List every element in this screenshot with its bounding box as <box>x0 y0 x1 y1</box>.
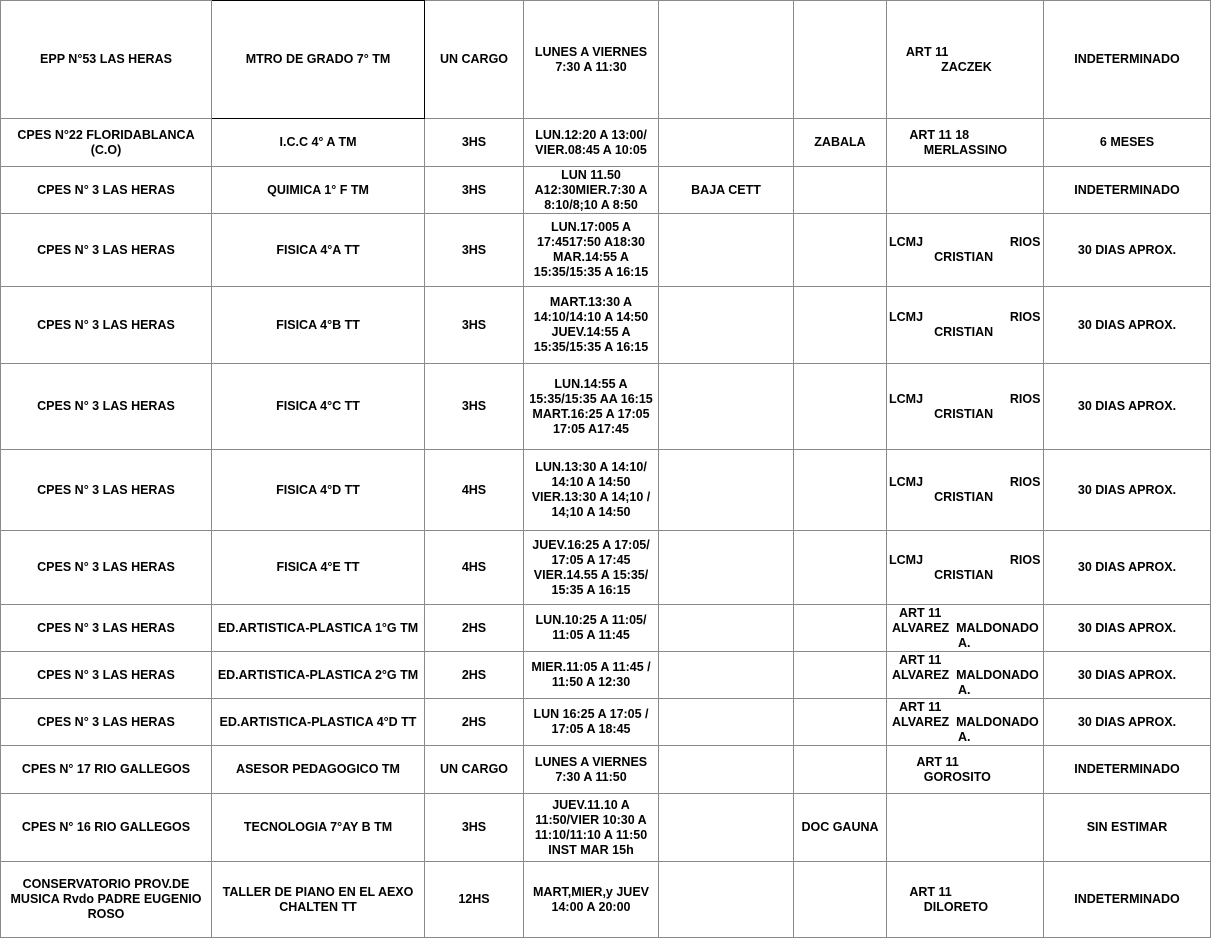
replacement-cell <box>794 287 887 364</box>
school-cell: CPES N°22 FLORIDABLANCA (C.O) <box>1 119 212 167</box>
replacement-cell <box>794 862 887 938</box>
status-cell <box>659 119 794 167</box>
duration-cell: 30 DIAS APROX. <box>1044 214 1211 287</box>
subject-cell: I.C.C 4° A TM <box>212 119 425 167</box>
school-cell: CPES N° 3 LAS HERAS <box>1 605 212 652</box>
hours-cell: 12HS <box>425 862 524 938</box>
duration-cell: 30 DIAS APROX. <box>1044 652 1211 699</box>
subject-cell: FISICA 4°E TT <box>212 531 425 605</box>
hours-cell: 3HS <box>425 364 524 450</box>
table-row <box>1 699 1211 746</box>
hours-cell: 3HS <box>425 794 524 862</box>
hours-cell: UN CARGO <box>425 1 524 119</box>
hours-cell: 3HS <box>425 119 524 167</box>
schedule-cell: JUEV.11.10 A 11:50/VIER 10:30 A 11:10/11:10 A 11:50 INST MAR 15h <box>524 794 659 862</box>
subject-cell: FISICA 4°A TT <box>212 214 425 287</box>
table-row <box>1 167 1211 214</box>
subject-cell: QUIMICA 1° F TM <box>212 167 425 214</box>
status-cell <box>659 699 794 746</box>
hours-cell: 4HS <box>425 531 524 605</box>
table-row <box>1 287 1211 364</box>
table-row <box>1 119 1211 167</box>
replacement-cell <box>794 364 887 450</box>
subject-cell: MTRO DE GRADO 7° TM <box>212 1 425 119</box>
school-cell: CPES N° 3 LAS HERAS <box>1 699 212 746</box>
status-cell <box>659 531 794 605</box>
school-cell: CPES N° 3 LAS HERAS <box>1 167 212 214</box>
replacement-cell: ZABALA <box>794 119 887 167</box>
duration-cell: 30 DIAS APROX. <box>1044 450 1211 531</box>
duration-cell: INDETERMINADO <box>1044 1 1211 119</box>
status-cell: BAJA CETT <box>659 167 794 214</box>
replacement-cell <box>794 652 887 699</box>
table-row <box>1 862 1211 938</box>
duration-cell: 30 DIAS APROX. <box>1044 605 1211 652</box>
table-row <box>1 214 1211 287</box>
license-cell <box>887 794 1044 862</box>
subject-cell: FISICA 4°C TT <box>212 364 425 450</box>
status-cell <box>659 862 794 938</box>
school-cell: CPES N° 17 RIO GALLEGOS <box>1 746 212 794</box>
table-row <box>1 794 1211 862</box>
hours-cell: 3HS <box>425 167 524 214</box>
replacement-cell: DOC GAUNA <box>794 794 887 862</box>
status-cell <box>659 605 794 652</box>
school-cell: CPES N° 3 LAS HERAS <box>1 450 212 531</box>
subject-cell: TECNOLOGIA 7°AY B TM <box>212 794 425 862</box>
schedule-cell: LUN 11.50 A12:30MIER.7:30 A 8:10/8;10 A 8:50 <box>524 167 659 214</box>
schedule-cell: LUNES A VIERNES 7:30 A 11:50 <box>524 746 659 794</box>
status-cell <box>659 214 794 287</box>
school-cell: CPES N° 3 LAS HERAS <box>1 214 212 287</box>
replacement-cell <box>794 746 887 794</box>
hours-cell: UN CARGO <box>425 746 524 794</box>
replacement-cell <box>794 167 887 214</box>
hours-cell: 3HS <box>425 287 524 364</box>
duration-cell: 30 DIAS APROX. <box>1044 287 1211 364</box>
status-cell <box>659 794 794 862</box>
school-cell: EPP N°53 LAS HERAS <box>1 1 212 119</box>
schedule-cell: LUN 16:25 A 17:05 / 17:05 A 18:45 <box>524 699 659 746</box>
subject-cell: ED.ARTISTICA-PLASTICA 4°D TT <box>212 699 425 746</box>
license-cell: LCMJ RIOS CRISTIAN <box>887 450 1044 531</box>
school-cell: CPES N° 3 LAS HERAS <box>1 287 212 364</box>
license-cell: LCMJ RIOS CRISTIAN <box>887 364 1044 450</box>
subject-cell: FISICA 4°B TT <box>212 287 425 364</box>
duration-cell: 30 DIAS APROX. <box>1044 531 1211 605</box>
license-cell: ART 11 ALVAREZ MALDONADO A. <box>887 652 1044 699</box>
schedule-cell: JUEV.16:25 A 17:05/ 17:05 A 17:45 VIER.14.55 A 15:35/ 15:35 A 16:15 <box>524 531 659 605</box>
school-cell: CPES N° 3 LAS HERAS <box>1 531 212 605</box>
status-cell <box>659 652 794 699</box>
status-cell <box>659 450 794 531</box>
school-cell: CONSERVATORIO PROV.DE MUSICA Rvdo PADRE EUGENIO ROSO <box>1 862 212 938</box>
replacement-cell <box>794 1 887 119</box>
license-cell: ART 11 GOROSITO <box>887 746 1044 794</box>
license-cell: LCMJ RIOS CRISTIAN <box>887 214 1044 287</box>
replacement-cell <box>794 699 887 746</box>
status-cell <box>659 746 794 794</box>
hours-cell: 4HS <box>425 450 524 531</box>
hours-cell: 3HS <box>425 214 524 287</box>
schedule-cell: MART.13:30 A 14:10/14:10 A 14:50 JUEV.14:55 A 15:35/15:35 A 16:15 <box>524 287 659 364</box>
license-cell <box>887 167 1044 214</box>
status-cell <box>659 364 794 450</box>
school-cell: CPES N° 3 LAS HERAS <box>1 364 212 450</box>
schedule-cell: LUNES A VIERNES 7:30 A 11:30 <box>524 1 659 119</box>
schedule-cell: LUN.12:20 A 13:00/ VIER.08:45 A 10:05 <box>524 119 659 167</box>
duration-cell: INDETERMINADO <box>1044 746 1211 794</box>
subject-cell: ASESOR PEDAGOGICO TM <box>212 746 425 794</box>
duration-cell: 30 DIAS APROX. <box>1044 699 1211 746</box>
license-cell: LCMJ RIOS CRISTIAN <box>887 531 1044 605</box>
duration-cell: INDETERMINADO <box>1044 167 1211 214</box>
replacement-cell <box>794 605 887 652</box>
table-row <box>1 652 1211 699</box>
replacement-cell <box>794 450 887 531</box>
schedule-cell: MIER.11:05 A 11:45 / 11:50 A 12:30 <box>524 652 659 699</box>
license-cell: ART 11 ZACZEK <box>887 1 1044 119</box>
duration-cell: 30 DIAS APROX. <box>1044 364 1211 450</box>
license-cell: ART 11 DILORETO <box>887 862 1044 938</box>
hours-cell: 2HS <box>425 652 524 699</box>
table-row <box>1 531 1211 605</box>
hours-cell: 2HS <box>425 605 524 652</box>
table-row <box>1 746 1211 794</box>
duration-cell: SIN ESTIMAR <box>1044 794 1211 862</box>
duration-cell: INDETERMINADO <box>1044 862 1211 938</box>
duration-cell: 6 MESES <box>1044 119 1211 167</box>
replacement-cell <box>794 531 887 605</box>
school-cell: CPES N° 3 LAS HERAS <box>1 652 212 699</box>
subject-cell: ED.ARTISTICA-PLASTICA 2°G TM <box>212 652 425 699</box>
status-cell <box>659 287 794 364</box>
schedule-cell: LUN.17:005 A 17:4517:50 A18:30 MAR.14:55 A 15:35/15:35 A 16:15 <box>524 214 659 287</box>
table-row <box>1 1 1211 119</box>
license-cell: ART 11 ALVAREZ MALDONADO A. <box>887 699 1044 746</box>
school-cell: CPES N° 16 RIO GALLEGOS <box>1 794 212 862</box>
table-row <box>1 450 1211 531</box>
table-row <box>1 605 1211 652</box>
table-row <box>1 364 1211 450</box>
subject-cell: ED.ARTISTICA-PLASTICA 1°G TM <box>212 605 425 652</box>
schedule-cell: LUN.13:30 A 14:10/ 14:10 A 14:50 VIER.13:30 A 14;10 / 14;10 A 14:50 <box>524 450 659 531</box>
subject-cell: TALLER DE PIANO EN EL AEXO CHALTEN TT <box>212 862 425 938</box>
schedule-cell: MART,MIER,y JUEV 14:00 A 20:00 <box>524 862 659 938</box>
subject-cell: FISICA 4°D TT <box>212 450 425 531</box>
hours-cell: 2HS <box>425 699 524 746</box>
schedule-cell: LUN.10:25 A 11:05/ 11:05 A 11:45 <box>524 605 659 652</box>
license-cell: ART 11 ALVAREZ MALDONADO A. <box>887 605 1044 652</box>
license-cell: ART 11 18 MERLASSINO <box>887 119 1044 167</box>
schedule-cell: LUN.14:55 A 15:35/15:35 AA 16:15 MART.16:25 A 17:05 17:05 A17:45 <box>524 364 659 450</box>
license-cell: LCMJ RIOS CRISTIAN <box>887 287 1044 364</box>
replacement-cell <box>794 214 887 287</box>
status-cell <box>659 1 794 119</box>
